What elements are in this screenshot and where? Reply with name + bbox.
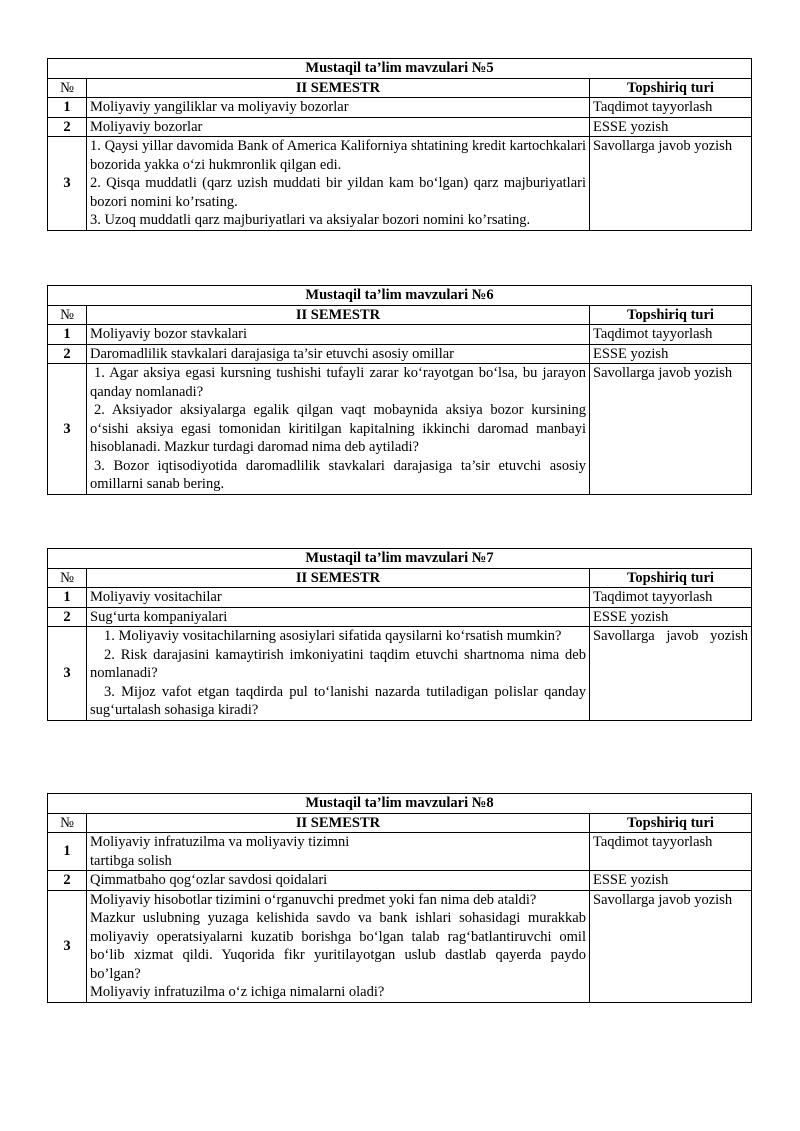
topic-line: Moliyaviy infratuzilma va moliyaviy tizimni bbox=[90, 834, 350, 850]
row-number: 1 bbox=[48, 98, 87, 118]
table-title: Mustaqil ta’lim mavzulari №7 bbox=[48, 549, 752, 569]
table-title-row bbox=[48, 549, 752, 569]
number-header: № bbox=[48, 78, 87, 98]
topics-table-7 bbox=[47, 548, 752, 721]
row-topic: Daromadlilik stavkalari darajasiga ta’sir etuvchi asosiy omillar bbox=[87, 344, 590, 364]
task-type-header: Topshiriq turi bbox=[590, 568, 752, 588]
semester-header: II SEMESTR bbox=[87, 568, 590, 588]
table-title: Mustaqil ta’lim mavzulari №8 bbox=[48, 794, 752, 814]
question-item: Moliyaviy infratuzilma o‘z ichiga nimalarni oladi? bbox=[90, 984, 385, 1000]
row-number: 3 bbox=[48, 364, 87, 495]
semester-header: II SEMESTR bbox=[87, 813, 590, 833]
table-header-row bbox=[48, 568, 752, 588]
row-questions bbox=[87, 364, 590, 495]
table-header-row bbox=[48, 78, 752, 98]
number-header: № bbox=[48, 813, 87, 833]
table-row bbox=[48, 137, 752, 231]
table-title-row bbox=[48, 286, 752, 306]
row-number: 3 bbox=[48, 890, 87, 1002]
row-number: 2 bbox=[48, 607, 87, 627]
table-row bbox=[48, 117, 752, 137]
question-item: 2. Risk darajasini kamaytirish imkoniyatini taqdim etuvchi shartnoma nima deb nomlanadi? bbox=[90, 646, 586, 681]
row-task-type: Taqdimot tayyorlash bbox=[590, 833, 752, 871]
table-header-row bbox=[48, 305, 752, 325]
row-topic: Moliyaviy vositachilar bbox=[87, 588, 590, 608]
table-row bbox=[48, 364, 752, 495]
row-topic: Sug‘urta kompaniyalari bbox=[87, 607, 590, 627]
question-item: 2. Qisqa muddatli (qarz uzish muddati bir yildan kam bo‘lgan) qarz majburiyatlari bozori nomini ko’rsating. bbox=[90, 175, 586, 210]
row-number: 1 bbox=[48, 833, 87, 871]
row-questions bbox=[87, 137, 590, 231]
table-row bbox=[48, 871, 752, 891]
row-task-type: Savollarga javob yozish bbox=[590, 137, 752, 231]
row-task-type: Savollarga javob yozish bbox=[590, 627, 752, 721]
topics-table-5 bbox=[47, 58, 752, 231]
task-type-header: Topshiriq turi bbox=[590, 813, 752, 833]
table-row bbox=[48, 627, 752, 721]
row-number: 3 bbox=[48, 627, 87, 721]
table-row bbox=[48, 325, 752, 345]
question-item: Moliyaviy hisobotlar tizimini o‘rganuvchi predmet yoki fan nima deb ataldi? bbox=[90, 891, 537, 908]
question-item: 3. Bozor iqtisodiyotida daromadlilik stavkalari darajasiga ta’sir etuvchi asosiy omillarni sanab bering. bbox=[90, 457, 586, 492]
row-task-type: ESSE yozish bbox=[590, 607, 752, 627]
question-item: 3. Mijoz vafot etgan taqdirda pul to‘lanishi nazarda tutiladigan polislar qanday sug‘urtalash sohasiga kiradi? bbox=[90, 683, 586, 718]
task-type-header: Topshiriq turi bbox=[590, 78, 752, 98]
semester-header: II SEMESTR bbox=[87, 305, 590, 325]
row-task-type: Savollarga javob yozish bbox=[590, 364, 752, 495]
row-number: 2 bbox=[48, 117, 87, 137]
table-row bbox=[48, 833, 752, 871]
question-item: 1. Qaysi yillar davomida Bank of America Kaliforniya shtatining kredit kartochkalari bozorida yakka o‘zi hukmronlik qilgan edi. bbox=[90, 138, 586, 173]
table-row bbox=[48, 344, 752, 364]
row-number: 2 bbox=[48, 871, 87, 891]
table-row bbox=[48, 890, 752, 1002]
row-task-type: ESSE yozish bbox=[590, 117, 752, 137]
row-number: 3 bbox=[48, 137, 87, 231]
row-task-type: Taqdimot tayyorlash bbox=[590, 325, 752, 345]
table-title: Mustaqil ta’lim mavzulari №5 bbox=[48, 59, 752, 79]
question-item: 1. Moliyaviy vositachilarning asosiylari sifatida qaysilarni ko‘rsatish mumkin? bbox=[104, 628, 562, 644]
topics-table-6 bbox=[47, 285, 752, 495]
question-item: Mazkur uslubning yuzaga kelishida savdo va bank ishlari sohasidagi murakkab moliyaviy operatsiyalarni kuzatib borishga bo‘lgan talab rag‘batlantiruvchi omil bo‘lib xizmat qildi. Yuqorida fikr yuritilayotgan uslub dastlab qayerda paydo bo’lgan? bbox=[90, 910, 586, 982]
topic-line: tartibga solish bbox=[90, 852, 172, 869]
row-task-type: ESSE yozish bbox=[590, 344, 752, 364]
row-number: 2 bbox=[48, 344, 87, 364]
table-row bbox=[48, 588, 752, 608]
row-questions bbox=[87, 890, 590, 1002]
number-header: № bbox=[48, 305, 87, 325]
table-title: Mustaqil ta’lim mavzulari №6 bbox=[48, 286, 752, 306]
row-topic: Moliyaviy bozorlar bbox=[87, 117, 590, 137]
row-topic: Moliyaviy bozor stavkalari bbox=[87, 325, 590, 345]
row-questions bbox=[87, 627, 590, 721]
row-topic: Qimmatbaho qog‘ozlar savdosi qoidalari bbox=[87, 871, 590, 891]
row-number: 1 bbox=[48, 325, 87, 345]
table-title-row bbox=[48, 794, 752, 814]
row-task-type: Taqdimot tayyorlash bbox=[590, 98, 752, 118]
number-header: № bbox=[48, 568, 87, 588]
question-item: 1. Agar aksiya egasi kursning tushishi tufayli zarar ko‘rayotgan bo‘lsa, bu jarayon qanday nomlanadi? bbox=[90, 365, 586, 400]
semester-header: II SEMESTR bbox=[87, 78, 590, 98]
row-task-type: ESSE yozish bbox=[590, 871, 752, 891]
row-task-type: Savollarga javob yozish bbox=[590, 890, 752, 1002]
table-row bbox=[48, 607, 752, 627]
table-row bbox=[48, 98, 752, 118]
table-header-row bbox=[48, 813, 752, 833]
row-topic: Moliyaviy yangiliklar va moliyaviy bozorlar bbox=[87, 98, 590, 118]
question-item: 3. Uzoq muddatli qarz majburiyatlari va aksiyalar bozori nomini ko’rsating. bbox=[90, 212, 531, 228]
row-topic bbox=[87, 833, 590, 871]
row-number: 1 bbox=[48, 588, 87, 608]
topics-table-8 bbox=[47, 793, 752, 1003]
task-type-header: Topshiriq turi bbox=[590, 305, 752, 325]
row-task-type: Taqdimot tayyorlash bbox=[590, 588, 752, 608]
question-item: 2. Aksiyador aksiyalarga egalik qilgan vaqt mobaynida aksiya bozor kursining o‘sishi aksiya egasi tomonidan kiritilgan kapitalning ikkinchi daromad manbayi hisoblanadi. Mazkur turdagi daromad nima deb aytiladi? bbox=[90, 402, 586, 455]
table-title-row bbox=[48, 59, 752, 79]
